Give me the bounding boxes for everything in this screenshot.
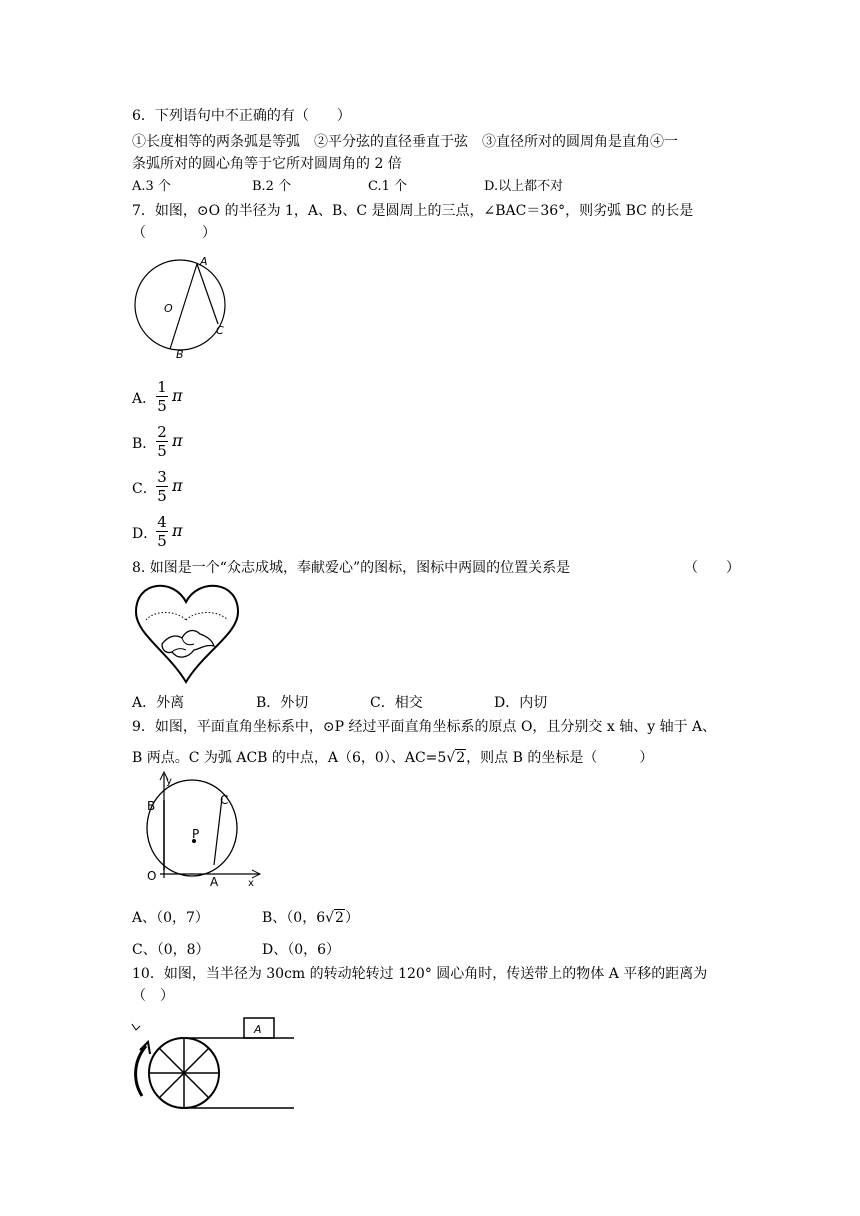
q9-stem-line2 — [132, 749, 653, 767]
q7-option-d-num: 4 — [157, 513, 167, 531]
q9-option-b-post: ） — [344, 910, 359, 926]
q6-statement-line1: ①长度相等的两条弧是等弧 ②平分弦的直径垂直于弦 ③直径所对的圆周角是直角④一 — [132, 134, 678, 150]
q9-option-a: A、（0，7） — [132, 910, 209, 926]
q9-stem-line2-b: ，则点 B 的坐标是（ ） — [466, 750, 654, 766]
q7-option-d — [132, 513, 192, 553]
q9-label-a: A — [210, 875, 219, 889]
q8-option-a: A．外离 — [132, 695, 185, 711]
q9-option-b-sqrt: √2 — [325, 910, 344, 926]
q7-circle-figure — [128, 252, 228, 372]
q7-option-a-num: 1 — [157, 378, 167, 396]
q6-option-c: C.1 个 — [368, 179, 408, 194]
q9-option-b — [262, 909, 359, 927]
q7-option-b-label: B． — [132, 436, 157, 452]
q9-stem-line1: 9．如图，平面直角坐标系中，⊙P 经过平面直角坐标系的原点 O，且分别交 x 轴、y 轴于 A、 — [132, 719, 717, 735]
q9-option-b-radicand: 2 — [335, 910, 344, 926]
q7-stem-line2: （ ） — [132, 225, 216, 241]
q9-label-b: B — [147, 799, 156, 813]
q7-option-d-pi: π — [172, 521, 183, 540]
q10-stem-line1: 10．如图，当半径为 30cm 的转动轮转过 120° 圆心角时，传送带上的物体 A 平移的距离为 — [132, 966, 708, 982]
q9-label-y: y — [166, 776, 172, 787]
q7-option-a — [132, 378, 192, 418]
q7-option-a-pi: π — [172, 386, 183, 405]
q8-option-c: C．相交 — [370, 695, 423, 711]
q7-option-c-num: 3 — [157, 468, 167, 486]
q8-option-d: D．内切 — [494, 695, 548, 711]
q7-option-a-den: 5 — [157, 397, 167, 415]
q10-stem-line2: （ ） — [132, 988, 174, 1004]
q9-label-p: P — [192, 827, 200, 841]
q8-option-b: B．外切 — [256, 695, 309, 711]
q9-label-o: O — [147, 869, 157, 883]
q9-label-x: x — [248, 878, 254, 889]
q10-label-a: A — [254, 1023, 262, 1036]
q7-option-a-label: A． — [132, 391, 157, 407]
q9-option-b-pre: B、（0，6 — [262, 910, 326, 926]
q6-stem: 6．下列语句中不正确的有（ ） — [132, 108, 351, 124]
q7-option-d-label: D． — [132, 526, 158, 542]
q9-sqrt: √2 — [446, 750, 466, 766]
conveyor-wheel-figure — [128, 1012, 308, 1112]
q9-option-d: D、（0，6） — [262, 942, 341, 958]
q9-option-c: C、（0，8） — [132, 942, 210, 958]
q7-option-b-den: 5 — [157, 442, 167, 460]
q7-option-b — [132, 423, 192, 463]
q7-option-b-num: 2 — [157, 423, 167, 441]
heart-icon-figure — [132, 578, 252, 688]
q6-statement-line2: 条弧所对的圆心角等于它所对圆周角的 2 倍 — [132, 156, 402, 172]
q7-label-b: B — [176, 348, 184, 361]
q9-coordinate-figure — [142, 770, 282, 890]
q7-option-b-pi: π — [172, 431, 183, 450]
q7-option-c-label: C． — [132, 481, 157, 497]
q7-label-a: A — [200, 255, 208, 268]
q6-option-b: B.2 个 — [252, 179, 292, 194]
q7-option-c — [132, 468, 192, 508]
q8-paren: （ ） — [684, 560, 740, 576]
q9-sqrt-radicand: 2 — [456, 750, 466, 766]
q9-stem-line2-a: B 两点。C 为弧 ACB 的中点，A（6，0）、AC=5 — [132, 750, 447, 766]
q7-label-c: C — [216, 324, 224, 337]
q8-stem: 8. 如图是一个“众志成城，奉献爱心”的图标，图标中两圆的位置关系是 — [132, 560, 571, 576]
q6-option-d: D.以上都不对 — [484, 179, 564, 194]
q7-label-o: O — [164, 302, 173, 315]
q7-option-c-pi: π — [172, 476, 183, 495]
q7-option-d-den: 5 — [157, 532, 167, 550]
q6-option-a: A.3 个 — [132, 179, 171, 194]
q7-stem-line1: 7．如图，⊙O 的半径为 1，A、B、C 是圆周上的三点，∠BAC＝36°，则劣弧 BC 的长是 — [132, 203, 694, 219]
q9-label-c: C — [220, 793, 229, 807]
q7-option-c-den: 5 — [157, 487, 167, 505]
